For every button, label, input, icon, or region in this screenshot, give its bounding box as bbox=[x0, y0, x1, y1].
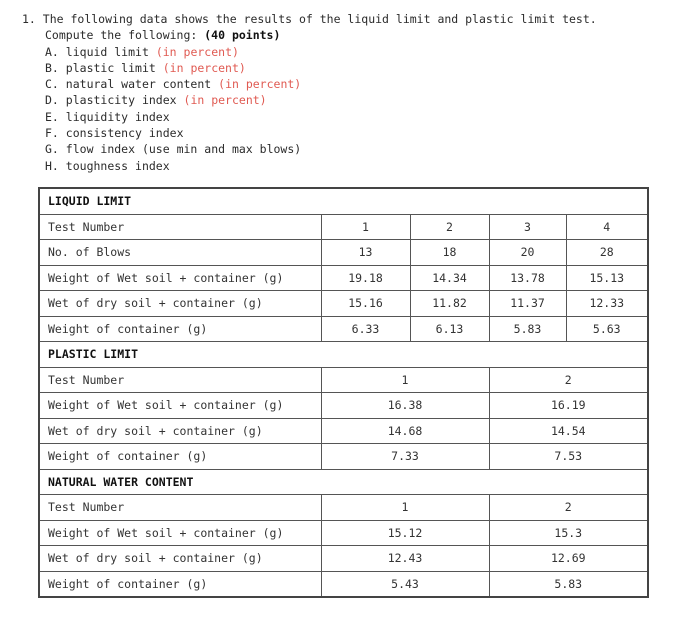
table-cell: 2 bbox=[489, 367, 648, 393]
row-label: Weight of container (g) bbox=[39, 316, 321, 342]
table-cell: 1 bbox=[321, 367, 489, 393]
row-label: Wet of dry soil + container (g) bbox=[39, 291, 321, 317]
table-cell: 5.83 bbox=[489, 316, 566, 342]
item-text: plastic limit bbox=[65, 60, 156, 75]
table-cell: 6.33 bbox=[321, 316, 410, 342]
table-cell: 20 bbox=[489, 240, 566, 266]
item-text: natural water content bbox=[65, 77, 212, 92]
item-note: (in percent) bbox=[183, 93, 267, 108]
table-cell: 15.16 bbox=[321, 291, 410, 317]
section-header-natural-water-content bbox=[39, 469, 648, 495]
table-cell: 11.82 bbox=[410, 291, 489, 317]
table-cell: 15.13 bbox=[566, 265, 648, 291]
table-row bbox=[39, 265, 648, 291]
compute-line bbox=[22, 27, 597, 43]
table-cell: 15.12 bbox=[321, 520, 489, 546]
table-cell: 5.43 bbox=[321, 571, 489, 597]
problem-number: 1. bbox=[22, 12, 36, 26]
table-cell: 7.53 bbox=[489, 444, 648, 470]
table-row bbox=[39, 214, 648, 240]
table-cell: 1 bbox=[321, 214, 410, 240]
item-letter: G. bbox=[45, 142, 59, 157]
table-cell: 19.18 bbox=[321, 265, 410, 291]
row-label: Weight of container (g) bbox=[39, 444, 321, 470]
table-cell: 12.33 bbox=[566, 291, 648, 317]
item-letter: C. bbox=[45, 77, 59, 92]
table-cell: 13 bbox=[321, 240, 410, 266]
item-f bbox=[22, 125, 597, 141]
table-cell: 16.38 bbox=[321, 393, 489, 419]
table-cell: 2 bbox=[489, 495, 648, 521]
table-cell: 13.78 bbox=[489, 265, 566, 291]
item-b bbox=[22, 60, 597, 76]
row-label: Wet of dry soil + container (g) bbox=[39, 546, 321, 572]
table-cell: 12.43 bbox=[321, 546, 489, 572]
section-header-plastic-limit bbox=[39, 342, 648, 368]
item-letter: H. bbox=[45, 158, 59, 173]
table-cell: 14.68 bbox=[321, 418, 489, 444]
item-g bbox=[22, 141, 597, 157]
table-cell: 7.33 bbox=[321, 444, 489, 470]
row-label: No. of Blows bbox=[39, 240, 321, 266]
item-text: plasticity index bbox=[65, 93, 177, 108]
item-note: (in percent) bbox=[155, 44, 239, 59]
item-text: liquidity index bbox=[65, 109, 170, 124]
item-c bbox=[22, 76, 597, 92]
row-label: Weight of Wet soil + container (g) bbox=[39, 520, 321, 546]
table-row bbox=[39, 291, 648, 317]
item-h bbox=[22, 158, 597, 174]
row-label: Test Number bbox=[39, 367, 321, 393]
item-text: liquid limit bbox=[65, 44, 149, 59]
table-cell: 11.37 bbox=[489, 291, 566, 317]
item-text: toughness index bbox=[65, 158, 170, 173]
points-label: (40 points) bbox=[204, 28, 281, 43]
section-header-liquid-limit bbox=[39, 188, 648, 214]
table-cell: 16.19 bbox=[489, 393, 648, 419]
problem-intro: The following data shows the results of the liquid limit and plastic limit test. bbox=[42, 12, 597, 26]
table-cell: 14.54 bbox=[489, 418, 648, 444]
table-cell: 1 bbox=[321, 495, 489, 521]
table-cell: 6.13 bbox=[410, 316, 489, 342]
table-cell: 2 bbox=[410, 214, 489, 240]
section-title: NATURAL WATER CONTENT bbox=[39, 469, 648, 495]
item-letter: A. bbox=[45, 44, 59, 59]
table-row bbox=[39, 444, 648, 470]
table-row bbox=[39, 495, 648, 521]
item-e bbox=[22, 109, 597, 125]
row-label: Test Number bbox=[39, 495, 321, 521]
table-cell: 4 bbox=[566, 214, 648, 240]
compute-text: Compute the following: bbox=[45, 28, 205, 43]
item-letter: E. bbox=[45, 109, 59, 124]
item-note: (in percent) bbox=[218, 77, 302, 92]
table-cell: 5.83 bbox=[489, 571, 648, 597]
section-title: LIQUID LIMIT bbox=[39, 188, 648, 214]
table-cell: 28 bbox=[566, 240, 648, 266]
table-cell: 5.63 bbox=[566, 316, 648, 342]
table-cell: 18 bbox=[410, 240, 489, 266]
table-row bbox=[39, 571, 648, 597]
item-d bbox=[22, 92, 597, 108]
item-a bbox=[22, 44, 597, 60]
table-row bbox=[39, 367, 648, 393]
table-cell: 15.3 bbox=[489, 520, 648, 546]
row-label: Wet of dry soil + container (g) bbox=[39, 418, 321, 444]
item-text: flow index (use min and max blows) bbox=[65, 142, 302, 157]
row-label: Weight of Wet soil + container (g) bbox=[39, 393, 321, 419]
table-row bbox=[39, 520, 648, 546]
table-row bbox=[39, 546, 648, 572]
item-letter: F. bbox=[45, 126, 59, 141]
section-title: PLASTIC LIMIT bbox=[39, 342, 648, 368]
row-label: Weight of Wet soil + container (g) bbox=[39, 265, 321, 291]
item-letter: D. bbox=[45, 93, 59, 108]
table-row bbox=[39, 393, 648, 419]
item-letter: B. bbox=[45, 60, 59, 75]
table-cell: 3 bbox=[489, 214, 566, 240]
table-row bbox=[39, 316, 648, 342]
test-data-table bbox=[38, 187, 649, 598]
problem-intro-line bbox=[22, 11, 597, 27]
problem-statement bbox=[22, 11, 597, 174]
row-label: Test Number bbox=[39, 214, 321, 240]
row-label: Weight of container (g) bbox=[39, 571, 321, 597]
table-cell: 12.69 bbox=[489, 546, 648, 572]
table-row bbox=[39, 418, 648, 444]
item-text: consistency index bbox=[65, 126, 184, 141]
item-note: (in percent) bbox=[162, 60, 246, 75]
table-row bbox=[39, 240, 648, 266]
table-cell: 14.34 bbox=[410, 265, 489, 291]
